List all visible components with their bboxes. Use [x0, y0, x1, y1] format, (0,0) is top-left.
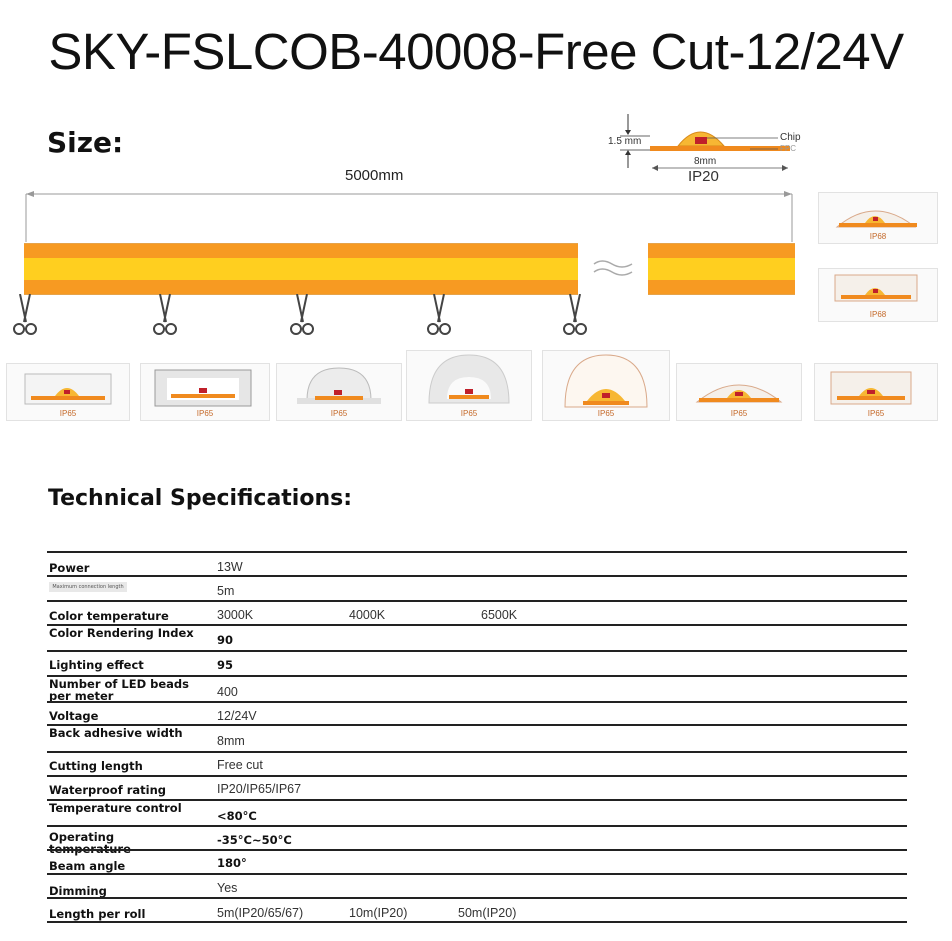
spec-value: IP20/IP65/IP67 [217, 782, 302, 796]
spec-value: 4000K [349, 608, 386, 622]
spec-row-led-beads [47, 675, 907, 701]
spec-label: Length per roll [49, 907, 146, 921]
spec-label: Color Rendering Index [49, 626, 194, 640]
spec-value: Free cut [217, 758, 263, 772]
spec-row-voltage [47, 701, 907, 724]
spec-value: 6500K [481, 608, 518, 622]
profile-thumb [6, 363, 130, 421]
page-title: SKY-FSLCOB-40008-Free Cut-12/24V [48, 23, 904, 80]
led-strip-end [648, 243, 795, 295]
spec-label: Cutting length [49, 759, 143, 773]
spec-row-lighting-effect [47, 650, 907, 675]
spec-row-cutting-length [47, 751, 907, 775]
spec-value: 95 [217, 658, 234, 672]
spec-row-cri [47, 624, 907, 650]
ip20-width-label: 8mm [694, 156, 717, 167]
spec-row-length-per-roll [47, 897, 907, 923]
spec-value: 12/24V [217, 709, 257, 723]
spec-value: 90 [217, 633, 234, 647]
scissors-icon [12, 294, 38, 338]
spec-label: Operating temperature [49, 830, 131, 856]
spec-value: <80°C [217, 809, 257, 823]
spec-row-power [47, 551, 907, 575]
spec-value: 5m(IP20/65/67) [217, 906, 304, 920]
spec-label: Lighting effect [49, 658, 144, 672]
spec-label: Maximum connection length [49, 582, 127, 592]
spec-value: Yes [217, 881, 238, 895]
size-heading: Size: [47, 126, 124, 159]
spec-value: -35°C~50°C [217, 833, 292, 847]
spec-label: Waterproof rating [49, 783, 167, 797]
scissors-icon [426, 294, 452, 338]
profile-thumb [814, 363, 938, 421]
spec-value: 10m(IP20) [349, 906, 408, 920]
profile-thumb [542, 350, 670, 421]
specs-table [47, 551, 907, 923]
spec-label: Power [49, 561, 90, 575]
profile-thumb [676, 363, 802, 421]
profile-rating-label: IP68 [869, 310, 887, 319]
profile-rating-label: IP65 [730, 409, 748, 418]
wave-break-icon [592, 256, 634, 278]
ip20-chip-label: Chip [780, 132, 801, 143]
length-dimension-line [20, 186, 800, 246]
spec-row-temperature-control [47, 799, 907, 825]
spec-row-dimming [47, 873, 907, 897]
spec-value: 180° [217, 856, 247, 870]
spec-label: Temperature control [49, 801, 182, 815]
spec-row-operating-temperature [47, 825, 907, 856]
break-symbol [592, 256, 634, 278]
spec-row-waterproof [47, 775, 907, 799]
spec-value: 8mm [217, 734, 245, 748]
spec-value: 3000K [217, 608, 254, 622]
specs-heading: Technical Specifications: [48, 486, 353, 511]
spec-label: Beam angle [49, 859, 126, 873]
profile-rating-label: IP65 [867, 409, 885, 418]
profile-rating-label: IP68 [869, 232, 887, 241]
ip20-rating-label: IP20 [688, 168, 719, 185]
length-label: 5000mm [345, 167, 404, 184]
profile-thumb [406, 350, 532, 421]
ip20-height-label: 1.5 mm [608, 136, 642, 147]
spec-row-adhesive-width [47, 724, 907, 751]
spec-value: 50m(IP20) [458, 906, 517, 920]
profile-thumb-side [818, 268, 938, 322]
profile-rating-label: IP65 [330, 409, 348, 418]
scissors-icon [562, 294, 588, 338]
profile-rating-label: IP65 [597, 409, 615, 418]
spec-value: 5m [217, 584, 235, 598]
scissors-icon [152, 294, 178, 338]
spec-value: 13W [217, 560, 243, 574]
spec-label: Back adhesive width [49, 726, 183, 740]
spec-label: Dimming [49, 884, 107, 898]
profile-rating-label: IP65 [59, 409, 77, 418]
spec-label: Number of LED beads per meter [49, 677, 190, 703]
spec-row-color-temperature [47, 600, 907, 624]
spec-row-max-connection [47, 575, 907, 600]
spec-label: Voltage [49, 709, 99, 723]
spec-label: Color temperature [49, 609, 169, 623]
scissors-icon [289, 294, 315, 338]
profile-thumb [276, 363, 402, 421]
profile-rating-label: IP65 [196, 409, 214, 418]
profile-rating-label: IP65 [460, 409, 478, 418]
length-arrows [20, 186, 800, 246]
profile-thumb [140, 363, 270, 421]
spec-row-beam-angle [47, 849, 907, 873]
spec-value: 400 [217, 685, 238, 699]
led-strip-main [24, 243, 578, 295]
ip20-fpc-label: FPC [780, 144, 796, 153]
ip20-cross-section-diagram [600, 108, 800, 198]
profile-thumb-side [818, 192, 938, 244]
